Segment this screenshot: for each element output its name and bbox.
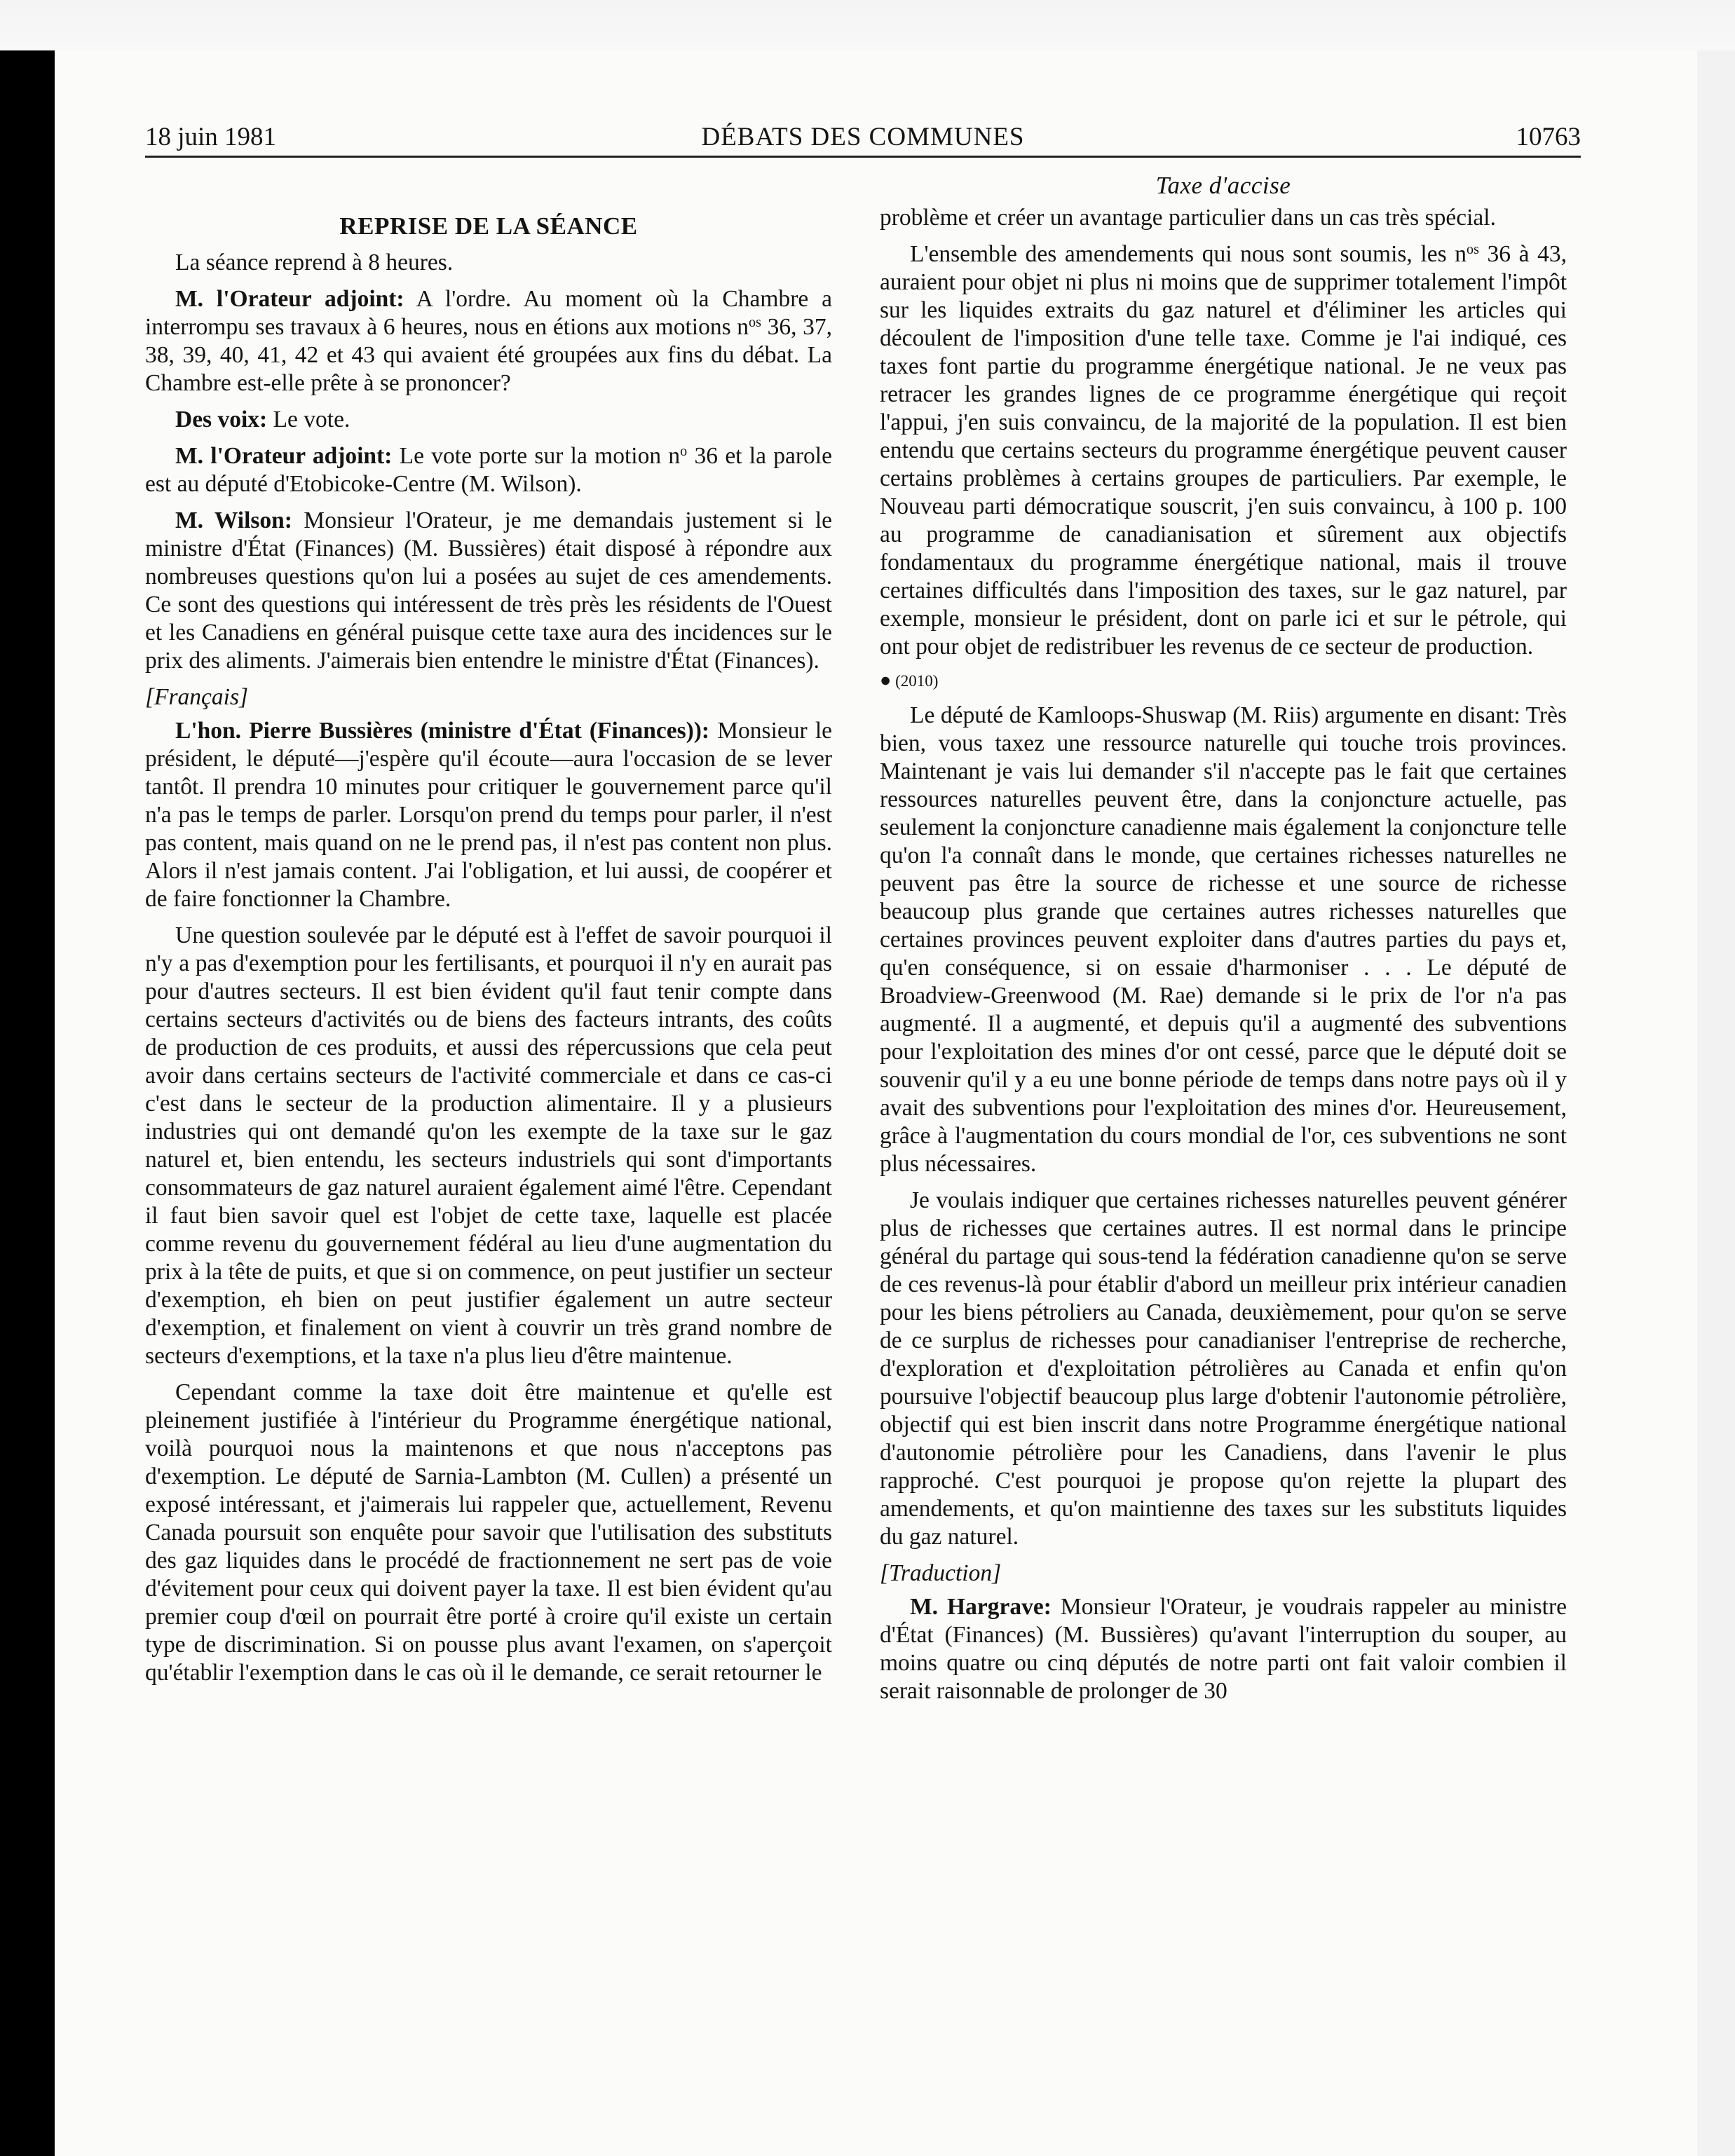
- paragraph: La séance reprend à 8 heures.: [175, 250, 454, 275]
- bracket: [: [880, 1560, 890, 1586]
- time-stamp: (2010): [895, 672, 939, 690]
- paragraph: [145, 442, 832, 498]
- speaker-name: L'hon. Pierre Bussières (ministre d'État (Finances)):: [175, 718, 710, 744]
- speaker-name: M. l'Orateur adjoint:: [175, 286, 404, 312]
- speaker-name: Des voix:: [175, 407, 268, 432]
- bullet-icon: ●: [880, 669, 892, 690]
- scan-top-margin: [0, 0, 1735, 50]
- scan-left-edge: [0, 50, 55, 2156]
- language-label: Traduction: [889, 1560, 993, 1586]
- paragraph: [145, 406, 832, 434]
- page-header: [145, 119, 1581, 158]
- paragraph: [880, 240, 1567, 661]
- paragraph: Je voulais indiquer que certaines richesses naturelles peuvent générer plus de richesses que certaines autres. Il est normal dans le principe général du partage qui sous-tend la fédération canadienne qu'on se serve de ces revenus-là pour établir d'abord un meilleur prix intérieur canadien pour les biens pétroliers au Canada, deuxièmement, pour qu'on se serve de ce surplus de richesses pour canadianiser l'entreprise de recherche, d'exploration et d'exploitation pétrolières au Canada et enfin qu'on poursuive l'objectif beaucoup plus large d'obtenir l'autonomie pétrolière, objectif qui est bien inscrit dans notre Programme énergétique national d'autonomie pétrolière pour les Canadiens, dans l'avenir le plus rapproché. C'est pourquoi je propose qu'on rejette la plupart des amendements, et qu'on maintienne des taxes sur les substituts liquides du gaz naturel.: [880, 1187, 1567, 1550]
- speaker-name: M. Hargrave:: [910, 1594, 1052, 1620]
- paragraph-text: Le vote porte sur la motion n: [392, 443, 681, 469]
- language-label: Français: [154, 684, 240, 710]
- section-heading: REPRISE DE LA SÉANCE: [339, 212, 638, 240]
- header-page-number: 10763: [1516, 123, 1581, 151]
- paragraph-text: 36 à 43, auraient pour objet ni plus ni moins que de supprimer totalement l'impôt sur les liquides extraits du gaz naturel et d'éliminer les articles qui découlent de l'imposition d'une telle taxe. Comme je l'ai indiqué, ces taxes font partie du programme énergétique national. Je ne veux pas retracer les grandes lignes de ce programme énergétique qui reçoit l'appui, j'en suis convaincu, de la majorité de la population. Il est bien entendu que certains secteurs du programme énergétique peuvent causer certains problèmes à certains groupes de particuliers. Par exemple, le Nouveau parti démocratique souscrit, j'en suis convaincu, à 100 p. 100 au programme de canadianisation et sûrement aux objectifs fondamentaux du programme énergétique national, mais il trouve certaines difficultés dans l'imposition des taxes, sur le gaz naturel, par exemple, monsieur le président, dont on parle ici et sur le pétrole, qui ont pour objet de redistribuer les revenus de ce secteur de production.: [880, 241, 1567, 660]
- paragraph-text: 36 et la parole est au député d'Etobicoke-Centre (M. Wilson).: [145, 443, 832, 497]
- paragraph-text: A l'ordre. Au moment où la Chambre a interrompu ses travaux à 6 heures, nous en étions aux motions n: [145, 286, 832, 340]
- language-marker: [145, 683, 832, 711]
- time-marker: [880, 669, 1567, 692]
- bracket: [: [145, 684, 155, 710]
- paragraph: [145, 507, 832, 675]
- paragraph-text: Monsieur l'Orateur, je voudrais rappeler au ministre d'État (Finances) (M. Bussières) qu'avant l'interruption du souper, au moins quatre ou cinq députés de notre parti ont fait valoir combien il serait raisonnable de prolonger de 30: [880, 1594, 1567, 1704]
- paragraph-text: Le vote.: [267, 407, 351, 432]
- speaker-name: M. Wilson:: [175, 507, 292, 533]
- paragraph: Une question soulevée par le député est à l'effet de savoir pourquoi il n'y a pas d'exemption pour les fertilisants, et pourquoi il n'y en aurait pas pour d'autres secteurs. Il est bien évident qu'il faut tenir compte dans certains secteurs d'activités ou de biens des facteurs intrants, des coûts de production de ces produits, et aussi des répercussions que cela peut avoir dans certains secteurs de l'activité commerciale et dans ce cas-ci c'est dans le secteur de la production alimentaire. Il y a plusieurs industries qui ont demandé qu'on les exempte de la taxe sur le gaz naturel et, bien entendu, les secteurs industriels qui sont d'importants consommateurs de gaz naturel auraient également aimé l'être. Cependant il faut bien savoir quel est l'objet de cette taxe, laquelle est placée comme revenu du gouvernement fédéral au lieu d'une augmentation du prix à la tête de puits, et que si on commence, on peut justifier un secteur d'exemption, eh bien on peut justifier également un autre secteur d'exemption, et finalement on vient à couvrir un très grand nombre de secteurs d'exemptions, et la taxe n'a plus lieu d'être maintenue.: [145, 922, 832, 1369]
- paragraph: [145, 717, 832, 913]
- right-column: [880, 172, 1567, 1714]
- paragraph-text: 36, 37, 38, 39, 40, 41, 42 et 43 qui avaient été groupées aux fins du débat. La Chambre est-elle prête à se prononcer?: [145, 314, 832, 396]
- speaker-name: M. l'Orateur adjoint:: [175, 443, 393, 469]
- superscript: os: [1467, 241, 1479, 257]
- language-marker: [880, 1560, 1567, 1588]
- paragraph: [880, 1593, 1567, 1705]
- paragraph-text: Monsieur le président, le député—j'espère qu'il écoute—aura l'occasion de se lever tantôt. Il prendra 10 minutes pour critiquer le gouvernement parce qu'il n'a pas le temps de parler. Lorsqu'on prend du temps pour parler, il n'est pas content, mais quand on ne le prend pas, il n'est pas content non plus. Alors il n'est jamais content. J'ai l'obligation, et lui aussi, de coopérer et de faire fonctionner la Chambre.: [145, 718, 832, 912]
- bracket: ]: [239, 684, 249, 710]
- header-title: DÉBATS DES COMMUNES: [701, 123, 1025, 151]
- running-head: Taxe d'accise: [1155, 172, 1291, 199]
- paragraph: Le député de Kamloops-Shuswap (M. Riis) argumente en disant: Très bien, vous taxez une ressource naturelle qui touche trois provinces. Maintenant je vais lui demander s'il n'accepte pas le fait que certaines ressources naturelles peuvent être, dans la conjoncture actuelle, pas seulement la conjoncture canadienne mais également la conjoncture telle qu'on l'a connaît dans le monde, que certaines richesses naturelles ne peuvent pas être la source de richesse et une source de richesse beaucoup plus grande que certaines autres richesses naturelles que certaines provinces peuvent exploiter dans d'autres parties du pays et, qu'en conséquence, si on essaie d'harmoniser . . . Le député de Broadview-Greenwood (M. Rae) demande si le prix de l'or n'a pas augmenté. Il a augmenté, et depuis qu'il a augmenté des subventions pour l'exploitation des mines d'or ont cessé, parce que le député doit se souvenir qu'il y a eu une bonne période de temps dans notre pays où il y avait des subventions pour l'exploitation des mines d'or. Heureusement, grâce à l'augmentation du cours mondial de l'or, ces subventions ne sont plus nécessaires.: [880, 702, 1567, 1177]
- paragraph-text: L'ensemble des amendements qui nous sont soumis, les n: [910, 241, 1467, 267]
- superscript: o: [680, 443, 688, 459]
- superscript: os: [749, 314, 761, 330]
- scan-right-margin: [1697, 50, 1735, 2156]
- paragraph-text: Monsieur l'Orateur, je me demandais justement si le ministre d'État (Finances) (M. Bussières) était disposé à répondre aux nombreuses questions qu'on lui a posées au sujet de ces amendements. Ce sont des questions qui intéressent de très près les résidents de l'Ouest et les Canadiens en général puisque cette taxe aura des incidences sur le prix des aliments. J'aimerais bien entendre le ministre d'État (Finances).: [145, 507, 832, 674]
- paragraph: problème et créer un avantage particulier dans un cas très spécial.: [880, 205, 1496, 231]
- paragraph: [145, 285, 832, 397]
- left-column: [145, 172, 832, 1696]
- header-date: 18 juin 1981: [145, 123, 277, 151]
- bracket: ]: [992, 1560, 1002, 1586]
- paragraph: Cependant comme la taxe doit être maintenue et qu'elle est pleinement justifiée à l'intérieur du Programme énergétique national, voilà pourquoi nous la maintenons et que nous n'acceptons pas d'exemption. Le député de Sarnia-Lambton (M. Cullen) a présenté un exposé intéressant, et j'aimerais lui rappeler que, actuellement, Revenu Canada poursuit son enquête pour savoir que l'utilisation des substituts des gaz liquides dans le procédé de fractionnement ne sert pas de voie d'évitement pour ceux qui doivent payer la taxe. Il est bien évident qu'au premier coup d'œil on pourrait être porté à croire qu'il existe un certain type de discrimination. Si on pousse plus avant l'examen, on s'aperçoit qu'établir l'exemption dans le cas où il le demande, ce serait retourner le: [145, 1379, 832, 1686]
